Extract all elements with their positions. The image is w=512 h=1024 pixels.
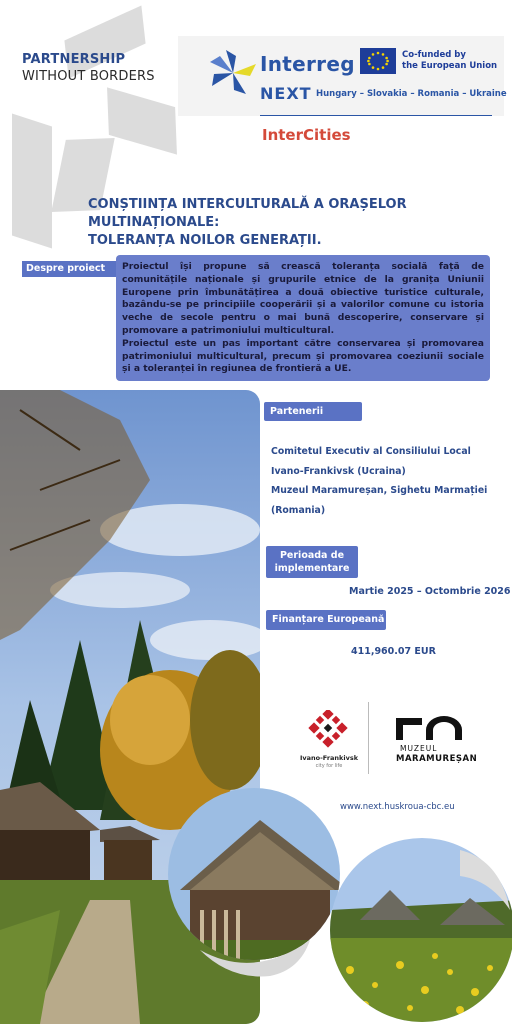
funding-value: 411,960.07 EUR <box>351 646 436 657</box>
partners-label: Partenerii <box>264 402 362 421</box>
ivano-frankivsk-logo-icon <box>306 710 350 754</box>
about-text <box>122 261 484 376</box>
logo-separator <box>368 702 369 774</box>
circular-photos <box>160 780 512 1024</box>
flower-meadow-photo <box>320 830 512 1024</box>
decorative-petal-top <box>64 5 145 78</box>
countries-list: Hungary – Slovakia – Romania – Ukraine <box>316 89 507 99</box>
title-line-1: CONȘTIINȚA INTERCULTURALĂ A ORAȘELOR MULTINAȚIONALE: <box>88 197 407 230</box>
muzeul-label-line-1: MUZEUL <box>400 744 438 753</box>
ivano-frankivsk-label: Ivano-Frankivsk <box>299 754 359 762</box>
page-title <box>88 196 508 250</box>
period-value: Martie 2025 – Octombrie 2026 <box>349 586 511 597</box>
decorative-petal-right <box>107 87 177 154</box>
website-link[interactable]: www.next.huskroua-cbc.eu <box>340 802 455 812</box>
interreg-star-icon <box>208 48 258 98</box>
eu-flag-icon <box>360 48 396 74</box>
muzeul-maramuresan-logo-icon <box>396 716 468 742</box>
eu-line-2: the European Union <box>402 61 498 71</box>
muzeul-label-line-2: MARAMUREȘAN <box>396 754 478 764</box>
eu-cofunded-text <box>402 50 502 72</box>
funding-label: Finanțare Europeană <box>266 610 386 630</box>
title-line-2: TOLERANȚA NOILOR GENERAȚII. <box>88 233 322 248</box>
brand-line-1: PARTNERSHIP <box>22 52 126 67</box>
about-label: Despre proiect <box>22 261 118 277</box>
project-name: InterCities <box>262 126 351 144</box>
about-paragraph-1: Proiectul își propune să crească toleranța socială față de comunitățile naționale și grupurile etnice de la granița Uniunii Europene prin îmbunătățirea a două obiective turistice culturale, bazându-se pe principiile cooperării și a valorilor comune cu istoria veche de secole pentru o mai bună descoperire, conservare și promovare a patrimoniului multicultural. <box>122 261 484 336</box>
decorative-petal-left <box>12 114 52 249</box>
wooden-house-photo <box>160 780 360 980</box>
brand-line-2: WITHOUT BORDERS <box>22 69 155 84</box>
partner-1: Comitetul Executiv al Consiliului Local Ivano-Frankivsk (Ucraina) <box>271 446 471 477</box>
partner-2: Muzeul Maramureșan, Sighetu Marmației (Romania) <box>271 485 488 516</box>
ivano-frankivsk-tagline: city for life <box>315 763 343 769</box>
interreg-wordmark: Interreg <box>260 52 355 76</box>
eu-line-1: Co-funded by <box>402 50 466 60</box>
about-paragraph-2: Proiectul este un pas important către conservarea și promovarea patrimoniului multicultural, precum și promovarea coeziunii sociale și a toleranței în regiunea de frontieră a UE. <box>122 337 484 375</box>
period-label: Perioada de implementare <box>266 546 358 578</box>
header-divider <box>260 115 492 116</box>
next-wordmark: NEXT <box>260 84 312 103</box>
